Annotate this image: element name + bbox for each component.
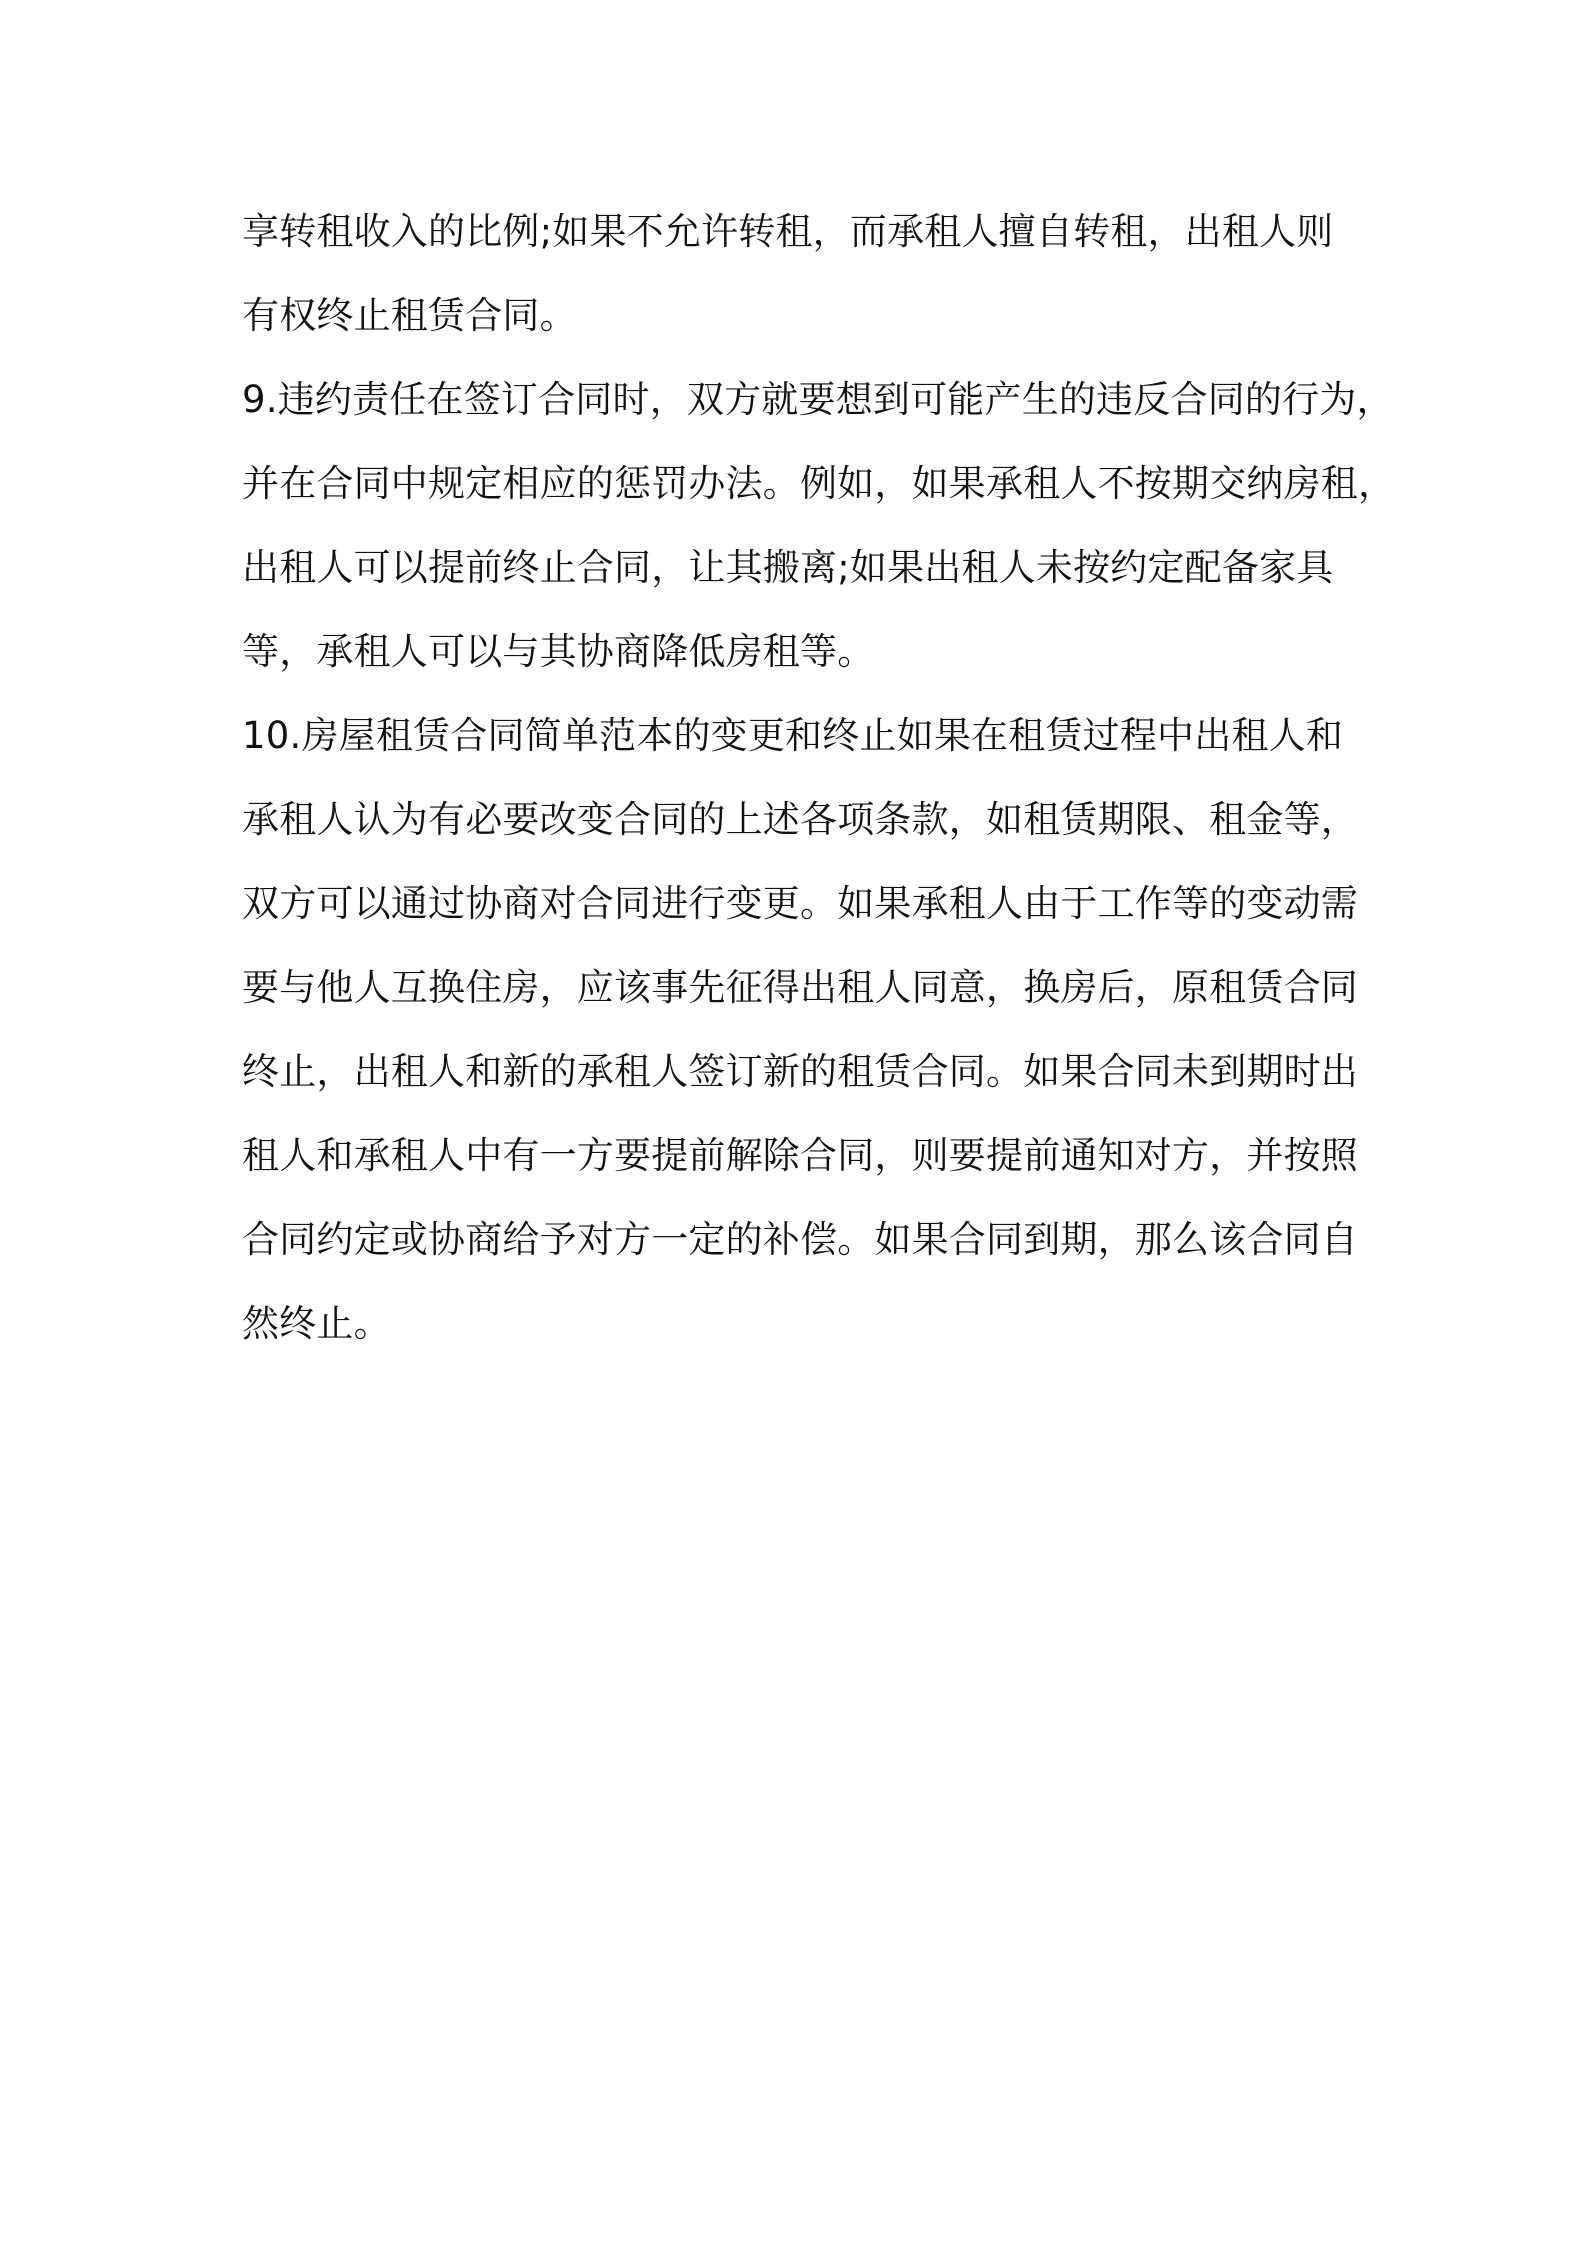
text-line: 等，承租人可以与其协商降低房租等。 xyxy=(242,630,875,673)
text-line: 10.房屋租赁合同简单范本的变更和终止如果在租赁过程中出租人和 xyxy=(242,714,1344,757)
text-line: 要与他人互换住房，应该事先征得出租人同意，换房后，原租赁合同 xyxy=(242,966,1358,1009)
text-line: 享转租收入的比例;如果不允许转租，而承租人擅自转租，出租人则 xyxy=(242,210,1334,253)
text-line: 有权终止租赁合同。 xyxy=(242,294,577,337)
text-line: 出租人可以提前终止合同，让其搬离;如果出租人未按约定配备家具 xyxy=(242,546,1334,589)
text-line: 双方可以通过协商对合同进行变更。如果承租人由于工作等的变动需 xyxy=(242,882,1358,925)
text-line: 租人和承租人中有一方要提前解除合同，则要提前通知对方，并按照 xyxy=(242,1134,1358,1177)
text-line: 然终止。 xyxy=(242,1302,391,1345)
text-line: 9.违约责任在签订合同时，双方就要想到可能产生的违反合同的行为， xyxy=(242,378,1394,421)
document-body xyxy=(242,190,1402,1366)
text-line: 并在合同中规定相应的惩罚办法。例如，如果承租人不按期交纳房租， xyxy=(242,462,1396,505)
text-line: 承租人认为有必要改变合同的上述各项条款，如租赁期限、租金等， xyxy=(242,798,1358,841)
text-line: 合同约定或协商给予对方一定的补偿。如果合同到期，那么该合同自 xyxy=(242,1218,1358,1261)
text-line: 终止，出租人和新的承租人签订新的租赁合同。如果合同未到期时出 xyxy=(242,1050,1358,1093)
